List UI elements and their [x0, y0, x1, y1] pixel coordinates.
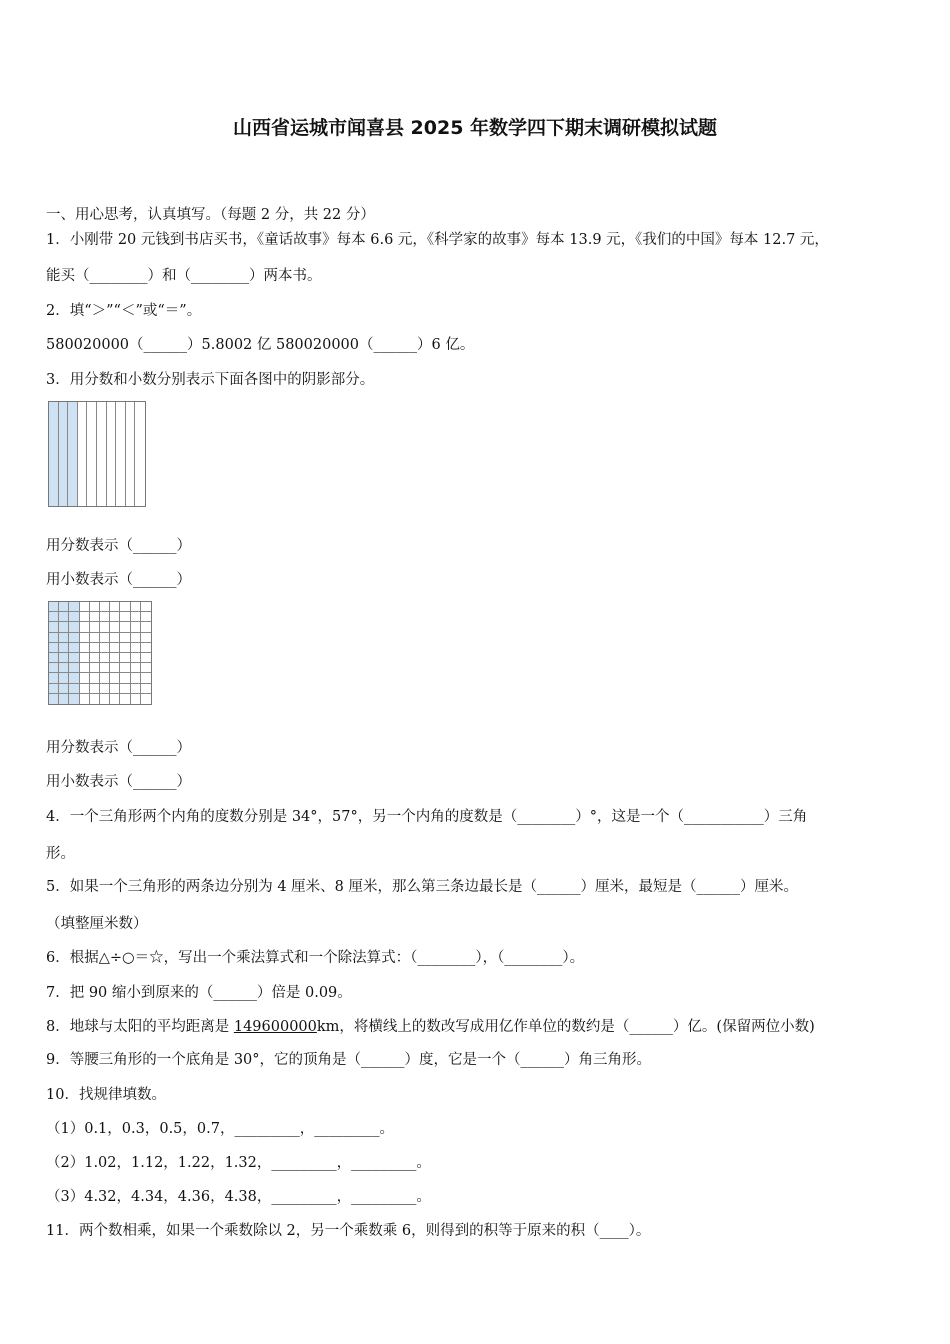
page-title: 山西省运城市闻喜县 2025 年数学四下期末调研模拟试题: [232, 117, 718, 139]
grid-cell: [59, 643, 69, 653]
grid-cell: [120, 602, 130, 612]
grid-cell: [90, 633, 100, 643]
q8-prefix: 8．地球与太阳的平均距离是: [46, 1019, 234, 1035]
grid-cell: [80, 612, 90, 622]
grid-cell: [90, 622, 100, 632]
grid-cell: [80, 673, 90, 683]
grid-cell: [110, 653, 120, 663]
grid-cell: [59, 673, 69, 683]
grid-cell: [80, 643, 90, 653]
grid-cell: [69, 612, 79, 622]
grid-cell: [69, 694, 79, 704]
grid-cell: [90, 684, 100, 694]
grid-cell: [141, 694, 151, 704]
section-heading: 一、用心思考，认真填写。（每题 2 分，共 22 分）: [46, 207, 375, 223]
q3-decimal-1: 用小数表示（______）: [46, 572, 191, 588]
question-4-line-1: 4．一个三角形两个内角的度数分别是 34°，57°，另一个内角的度数是（________）°，这是一个（___________）三角: [46, 809, 808, 825]
grid-cell: [100, 684, 110, 694]
grid-cell: [59, 653, 69, 663]
grid-cell: [100, 612, 110, 622]
grid-cell: [80, 663, 90, 673]
grid-cell: [90, 653, 100, 663]
grid-cell: [90, 612, 100, 622]
grid-cell: [141, 602, 151, 612]
grid-cell: [49, 643, 59, 653]
grid-cell: [100, 602, 110, 612]
grid-cell: [141, 612, 151, 622]
q3-fraction-2: 用分数表示（______）: [46, 740, 191, 756]
grid-cell: [90, 663, 100, 673]
hundredths-grid-figure: [48, 601, 152, 705]
grid-cell: [131, 684, 141, 694]
grid-cell: [131, 622, 141, 632]
question-7: 7．把 90 缩小到原来的（______）倍是 0.09。: [46, 985, 352, 1001]
grid-cell: [69, 643, 79, 653]
grid-cell: [120, 684, 130, 694]
grid-cell: [110, 633, 120, 643]
grid-cell: [110, 643, 120, 653]
grid-cell: [131, 633, 141, 643]
grid-cell: [80, 684, 90, 694]
strip-cell: [126, 402, 136, 506]
strip-cell: [49, 402, 59, 506]
tenths-strip-figure: [48, 401, 146, 507]
grid-cell: [131, 653, 141, 663]
grid-cell: [131, 643, 141, 653]
strip-cell: [87, 402, 97, 506]
grid-cell: [80, 602, 90, 612]
grid-cell: [80, 622, 90, 632]
grid-cell: [49, 694, 59, 704]
question-6: 6．根据△÷○＝☆，写出一个乘法算式和一个除法算式：（________），（________）。: [46, 950, 585, 966]
grid-cell: [100, 673, 110, 683]
grid-cell: [90, 643, 100, 653]
q10-part-2: （2）1.02，1.12，1.22，1.32，_________，_________。: [46, 1155, 431, 1171]
grid-cell: [141, 633, 151, 643]
strip-cell: [68, 402, 78, 506]
grid-cell: [141, 622, 151, 632]
grid-cell: [59, 694, 69, 704]
question-2-line-1: 2．填“＞”“＜”或“＝”。: [46, 303, 202, 319]
grid-cell: [120, 653, 130, 663]
grid-cell: [131, 602, 141, 612]
grid-cell: [69, 602, 79, 612]
grid-cell: [131, 694, 141, 704]
grid-cell: [110, 694, 120, 704]
grid-cell: [110, 602, 120, 612]
question-1-line-1: 1．小刚带 20 元钱到书店买书，《童话故事》每本 6.6 元，《科学家的故事》每本 13.9 元，《我们的中国》每本 12.7 元，: [46, 232, 829, 248]
strip-cell: [78, 402, 88, 506]
grid-cell: [80, 694, 90, 704]
grid-cell: [59, 602, 69, 612]
grid-cell: [110, 622, 120, 632]
grid-cell: [49, 663, 59, 673]
grid-cell: [69, 663, 79, 673]
grid-cell: [69, 622, 79, 632]
grid-cell: [49, 684, 59, 694]
grid-cell: [90, 694, 100, 704]
q8-suffix: km，将横线上的数改写成用亿作单位的数约是（______）亿。(保留两位小数): [316, 1019, 815, 1035]
grid-cell: [69, 653, 79, 663]
grid-cell: [110, 612, 120, 622]
grid-cell: [49, 612, 59, 622]
grid-cell: [120, 622, 130, 632]
grid-cell: [49, 673, 59, 683]
grid-cell: [59, 684, 69, 694]
grid-cell: [110, 663, 120, 673]
question-3-prompt: 3．用分数和小数分别表示下面各图中的阴影部分。: [46, 372, 375, 388]
strip-cell: [59, 402, 69, 506]
strip-cell: [107, 402, 117, 506]
grid-cell: [120, 673, 130, 683]
strip-cell: [135, 402, 145, 506]
grid-cell: [100, 653, 110, 663]
grid-cell: [131, 663, 141, 673]
grid-cell: [141, 653, 151, 663]
question-11: 11．两个数相乘，如果一个乘数除以 2，另一个乘数乘 6，则得到的积等于原来的积（____）。: [46, 1223, 651, 1239]
grid-cell: [69, 684, 79, 694]
grid-cell: [69, 673, 79, 683]
strip-cell: [116, 402, 126, 506]
grid-cell: [131, 673, 141, 683]
grid-cell: [120, 643, 130, 653]
grid-cell: [90, 673, 100, 683]
grid-cell: [100, 694, 110, 704]
question-10: 10．找规律填数。: [46, 1087, 166, 1103]
q10-part-3: （3）4.32，4.34，4.36，4.38，_________，_________。: [46, 1189, 431, 1205]
grid-cell: [100, 643, 110, 653]
strip-cell: [97, 402, 107, 506]
question-2-line-2: 580020000（______）5.8002 亿 580020000（______）6 亿。: [46, 337, 475, 353]
grid-cell: [141, 643, 151, 653]
grid-cell: [100, 622, 110, 632]
q10-part-1: （1）0.1，0.3，0.5，0.7，_________，_________。: [46, 1121, 394, 1137]
grid-cell: [49, 633, 59, 643]
grid-cell: [49, 622, 59, 632]
grid-cell: [100, 663, 110, 673]
q8-underlined-number: 149600000: [233, 1019, 317, 1035]
grid-cell: [69, 633, 79, 643]
grid-cell: [90, 602, 100, 612]
grid-cell: [59, 663, 69, 673]
q3-fraction-1: 用分数表示（______）: [46, 538, 191, 554]
grid-cell: [80, 653, 90, 663]
grid-cell: [100, 633, 110, 643]
grid-cell: [120, 663, 130, 673]
grid-cell: [59, 633, 69, 643]
question-1-line-2: 能买（________）和（________）两本书。: [46, 268, 322, 284]
grid-cell: [59, 622, 69, 632]
question-9: 9．等腰三角形的一个底角是 30°，它的顶角是（______）度，它是一个（______）角三角形。: [46, 1052, 652, 1068]
grid-cell: [49, 602, 59, 612]
grid-cell: [141, 673, 151, 683]
question-5-line-2: （填整厘米数）: [46, 916, 148, 932]
question-8: [46, 1015, 815, 1036]
grid-cell: [120, 694, 130, 704]
grid-cell: [80, 633, 90, 643]
grid-cell: [110, 673, 120, 683]
grid-cell: [120, 633, 130, 643]
grid-cell: [59, 612, 69, 622]
question-5-line-1: 5．如果一个三角形的两条边分别为 4 厘米、8 厘米，那么第三条边最长是（______）厘米，最短是（______）厘米。: [46, 879, 798, 895]
grid-cell: [131, 612, 141, 622]
grid-cell: [110, 684, 120, 694]
question-4-line-2: 形。: [46, 846, 75, 862]
grid-cell: [49, 653, 59, 663]
grid-cell: [141, 663, 151, 673]
grid-cell: [141, 684, 151, 694]
q3-decimal-2: 用小数表示（______）: [46, 774, 191, 790]
grid-cell: [120, 612, 130, 622]
